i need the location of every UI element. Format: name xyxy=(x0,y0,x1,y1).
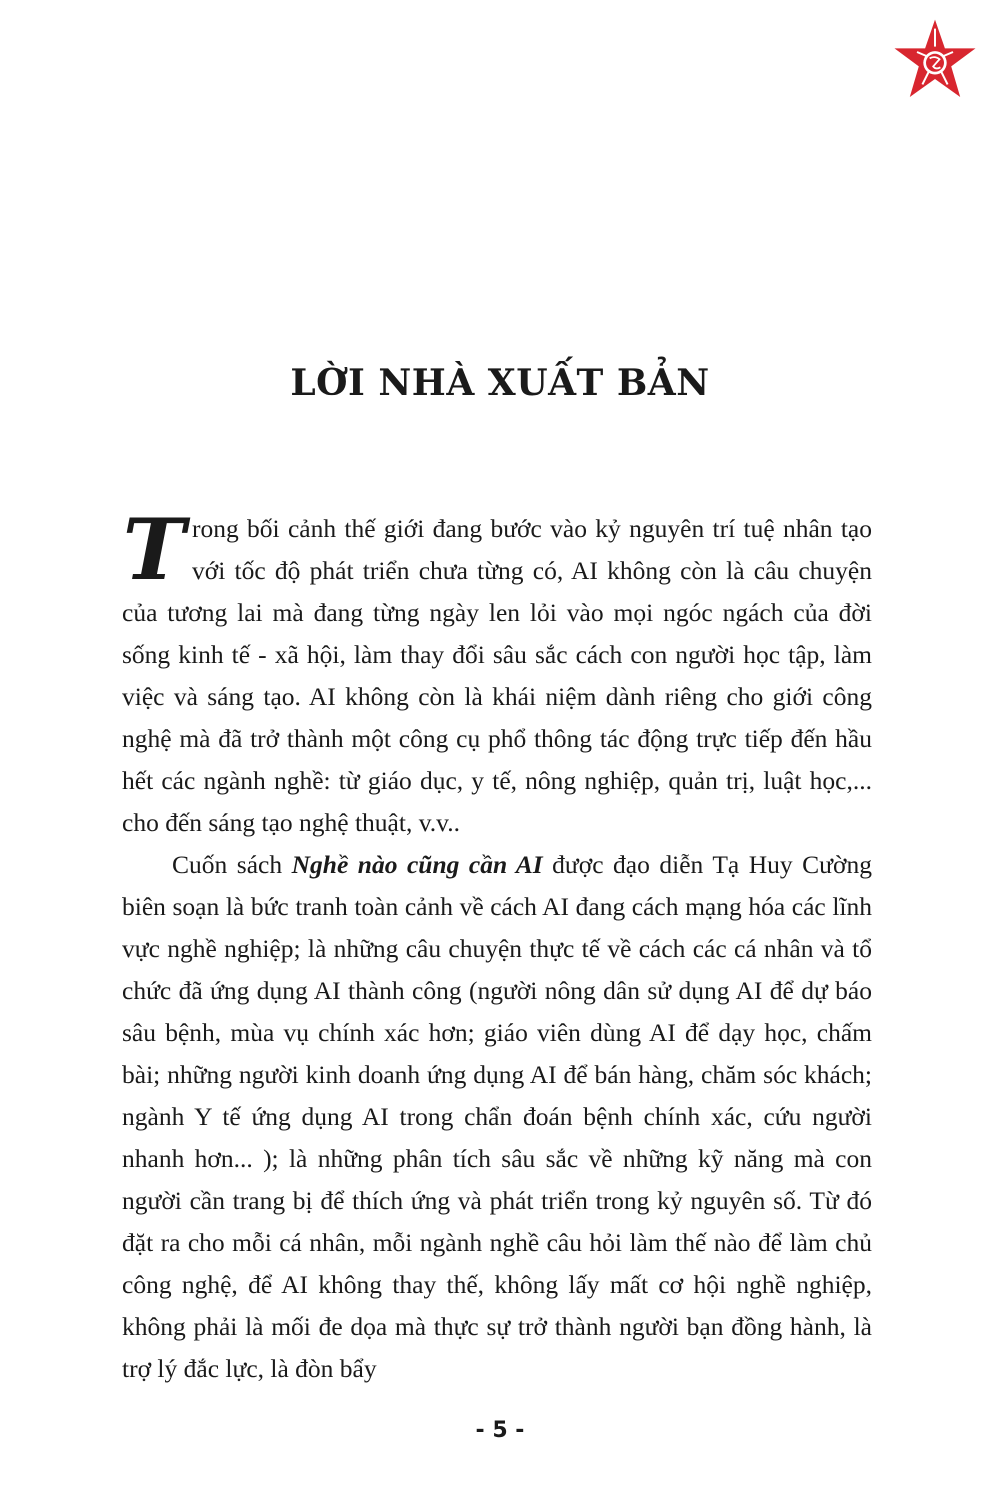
publisher-star-logo-icon xyxy=(890,16,980,106)
book-title: Nghề nào cũng cần AI xyxy=(291,850,543,879)
publisher-logo xyxy=(890,16,980,106)
page-number: - 5 - xyxy=(475,1418,525,1443)
paragraph-2 xyxy=(122,844,872,1390)
paragraph-2-lead: Cuốn sách xyxy=(172,850,292,879)
paragraph-1 xyxy=(122,500,872,844)
page-title: LỜI NHÀ XUẤT BẢN xyxy=(290,362,710,404)
preface-body xyxy=(122,500,872,1390)
paragraph-2-text: được đạo diễn Tạ Huy Cường biên soạn là bức tranh toàn cảnh về cách AI đang cách mạng hóa các lĩnh vực nghề nghiệp; là những câu chuyện thực tế về cách các cá nhân và tổ chức đã ứng dụng AI thành công (người nông dân sử dụng AI để dự báo sâu bệnh, mùa vụ chính xác hơn; giáo viên dùng AI để dạy học, chấm bài; những người kinh doanh ứng dụng AI để bán hàng, chăm sóc khách; ngành Y tế ứng dụng AI trong chẩn đoán bệnh chính xác, cứu người nhanh hơn... ); là những phân tích sâu sắc về những kỹ năng mà con người cần trang bị để thích ứng và phát triển trong kỷ nguyên số. Từ đó đặt ra cho mỗi cá nhân, mỗi ngành nghề câu hỏi làm thế nào để làm chủ công nghệ, để AI không thay thế, không lấy mất cơ hội nghề nghiệp, không phải là mối đe dọa mà thực sự trở thành người bạn đồng hành, là trợ lý đắc lực, là đòn bẩy xyxy=(122,850,872,1383)
drop-cap: T xyxy=(122,500,186,599)
paragraph-1-text: rong bối cảnh thế giới đang bước vào kỷ nguyên trí tuệ nhân tạo với tốc độ phát triển chưa từng có, AI không còn là câu chuyện của tương lai mà đang từng ngày len lỏi vào mọi ngóc ngách của đời sống kinh tế - xã hội, làm thay đổi sâu sắc cách con người học tập, làm việc và sáng tạo. AI không còn là khái niệm dành riêng cho giới công nghệ mà đã trở thành một công cụ phổ thông tác động trực tiếp đến hầu hết các ngành nghề: từ giáo dục, y tế, nông nghiệp, quản trị, luật học,... cho đến sáng tạo nghệ thuật, v.v.. xyxy=(122,514,872,837)
